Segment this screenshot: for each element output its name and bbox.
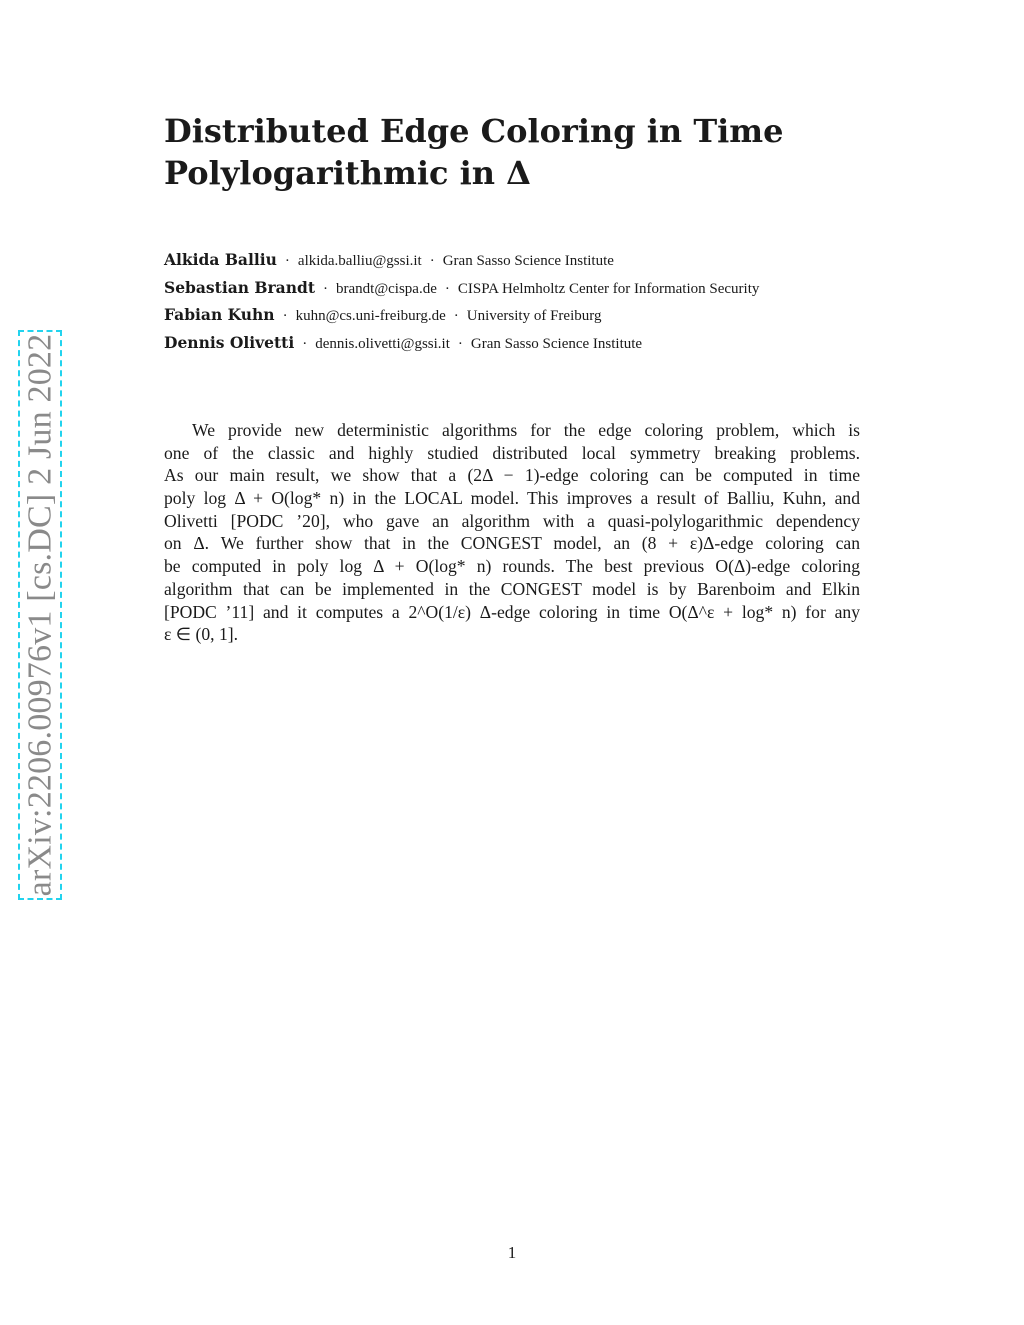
title-line-2: Polylogarithmic in Δ bbox=[164, 154, 531, 192]
abstract-line: on Δ. We further show that in the CONGEST model, an (8 + ε)Δ-edge coloring can bbox=[164, 533, 860, 554]
author-affiliation: University of Freiburg bbox=[466, 308, 602, 325]
author-name: Alkida Balliu bbox=[164, 250, 277, 269]
separator: · bbox=[444, 280, 450, 297]
arxiv-stamp-text: arXiv:2206.00976v1 [cs.DC] 2 Jun 2022 bbox=[21, 333, 59, 897]
separator: · bbox=[302, 336, 308, 353]
author-name: Dennis Olivetti bbox=[164, 333, 295, 353]
abstract bbox=[164, 419, 860, 646]
author-email: dennis.olivetti@gssi.it bbox=[315, 336, 450, 353]
author-affiliation: Gran Sasso Science Institute bbox=[470, 336, 643, 353]
abstract-line: one of the classic and highly studied distributed local symmetry breaking problems. bbox=[164, 442, 860, 463]
separator: · bbox=[453, 308, 459, 325]
author-email: kuhn@cs.uni-freiburg.de bbox=[295, 308, 446, 325]
separator: · bbox=[282, 308, 288, 325]
arxiv-stamp bbox=[18, 330, 62, 900]
author-name: Sebastian Brandt bbox=[164, 277, 315, 297]
author-list bbox=[164, 249, 884, 360]
abstract-line: Olivetti [PODC ’20], who gave an algorithm with a quasi-polylogarithmic dependency bbox=[164, 510, 860, 531]
separator: · bbox=[429, 253, 435, 269]
abstract-line: be computed in poly log Δ + O(log* n) rounds. The best previous O(Δ)-edge coloring bbox=[164, 556, 860, 577]
author-row bbox=[164, 277, 884, 305]
author-name: Fabian Kuhn bbox=[164, 305, 275, 325]
abstract-line: poly log Δ + O(log* n) in the LOCAL model. This improves a result of Balliu, Kuhn, and bbox=[164, 488, 860, 509]
author-affiliation: Gran Sasso Science Institute bbox=[442, 253, 614, 269]
separator: · bbox=[323, 280, 328, 297]
separator: · bbox=[284, 253, 290, 269]
abstract-line: algorithm that can be implemented in the CONGEST model is by Barenboim and Elkin bbox=[164, 578, 860, 599]
author-row bbox=[164, 332, 884, 360]
paper-title bbox=[164, 110, 864, 194]
abstract-line: As our main result, we show that a (2Δ − 1)-edge coloring can be computed in time bbox=[164, 465, 860, 486]
author-row bbox=[164, 249, 884, 277]
separator: · bbox=[457, 336, 463, 353]
title-line-1: Distributed Edge Coloring in Time bbox=[164, 112, 784, 150]
author-email: brandt@cispa.de bbox=[336, 280, 437, 297]
abstract-line: We provide new deterministic algorithms for the edge coloring problem, which is bbox=[192, 420, 860, 440]
page-number: 1 bbox=[507, 1243, 517, 1262]
author-affiliation: CISPA Helmholtz Center for Information Security bbox=[457, 280, 760, 297]
abstract-line: [PODC ’11] and it computes a 2^O(1/ε) Δ-edge coloring in time O(Δ^ε + log* n) for any bbox=[164, 601, 860, 622]
author-email: alkida.balliu@gssi.it bbox=[297, 253, 422, 269]
author-row bbox=[164, 304, 884, 332]
abstract-line: ε ∈ (0, 1]. bbox=[164, 624, 239, 645]
